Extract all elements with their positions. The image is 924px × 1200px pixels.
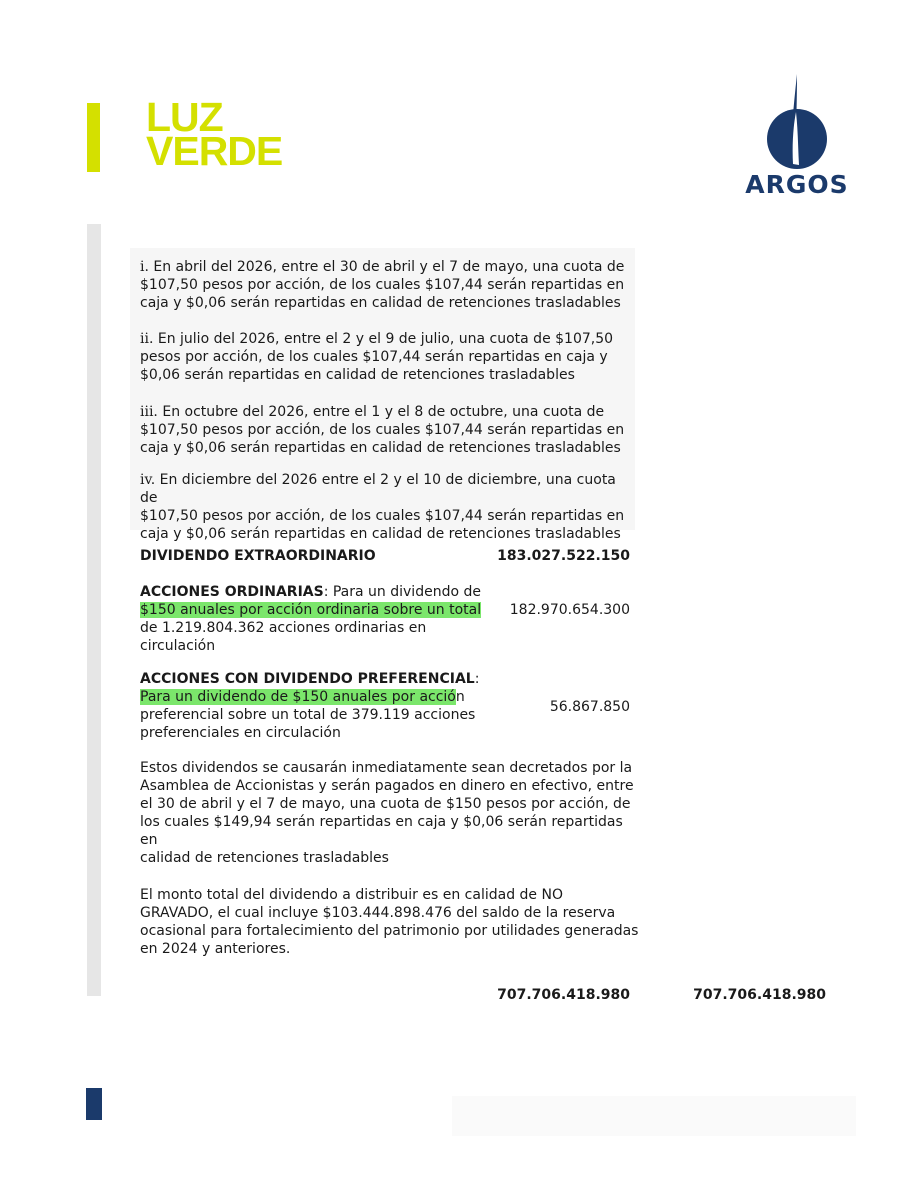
argos-wordmark: ARGOS	[745, 170, 849, 199]
preferential-shares-block	[140, 670, 500, 742]
footer-accent-bar	[86, 1088, 102, 1120]
paragraph-line: los cuales $149,94 serán repartidas en caja y $0,06 serán repartidas en	[140, 814, 623, 848]
installment-line: En abril del 2026, entre el 30 de abril y el 7 de mayo, una cuota de	[153, 259, 625, 275]
paragraph-line: el 30 de abril y el 7 de mayo, una cuota de $150 pesos por acción, de	[140, 796, 631, 812]
preferential-shares-text: n	[455, 689, 465, 705]
installment-line: En diciembre del 2026 entre el 2 y el 10 de diciembre, una cuota de	[140, 472, 616, 506]
ordinary-shares-text: circulación	[140, 638, 216, 654]
installment-marker: iii.	[140, 404, 158, 420]
installment-line: caja y $0,06 serán repartidas en calidad de retenciones trasladables	[140, 440, 621, 456]
installment-line: $0,06 serán repartidas en calidad de retenciones trasladables	[140, 367, 575, 383]
installment-1	[140, 258, 635, 312]
paragraph-line: El monto total del dividendo a distribuir es en calidad de NO	[140, 887, 563, 903]
extraordinary-dividend-amount: 183.027.522.150	[497, 548, 630, 564]
ordinary-shares-block	[140, 583, 500, 655]
paragraph-line: ocasional para fortalecimiento del patrimonio por utilidades generadas	[140, 923, 639, 939]
paragraph-line: calidad de retenciones trasladables	[140, 850, 389, 866]
installment-marker: i.	[140, 259, 149, 275]
preferential-shares-text: preferencial sobre un total de 379.119 acciones	[140, 707, 476, 723]
brand-line-1: LUZ	[146, 94, 223, 140]
footer-band	[452, 1096, 856, 1136]
installment-marker: ii.	[140, 331, 154, 347]
installment-line: pesos por acción, de los cuales $107,44 serán repartidas en caja y	[140, 349, 608, 365]
extraordinary-dividend-label: DIVIDENDO EXTRAORDINARIO	[140, 548, 376, 564]
installment-line: En julio del 2026, entre el 2 y el 9 de julio, una cuota de $107,50	[157, 331, 614, 347]
ordinary-shares-label: ACCIONES ORDINARIAS	[140, 584, 324, 600]
paragraph-line: GRAVADO, el cual incluye $103.444.898.476 del saldo de la reserva	[140, 905, 616, 921]
installment-line: $107,50 pesos por acción, de los cuales $107,44 serán repartidas en	[140, 277, 625, 293]
paragraph-line: en 2024 y anteriores.	[140, 941, 291, 957]
brand-line-2: VERDE	[146, 128, 283, 174]
paragraph-line: Asamblea de Accionistas y serán pagados en dinero en efectivo, entre	[140, 778, 634, 794]
preferential-shares-amount: 56.867.850	[549, 699, 630, 715]
side-rail	[87, 224, 101, 996]
total-note-paragraph	[140, 886, 640, 958]
total-amount-2: 707.706.418.980	[693, 987, 826, 1003]
preferential-shares-highlight: Para un dividendo de $150 anuales por acció	[140, 689, 456, 705]
preferential-shares-label: ACCIONES CON DIVIDENDO PREFERENCIAL	[140, 671, 475, 687]
ordinary-shares-highlight: $150 anuales por acción ordinaria sobre un total	[140, 602, 482, 618]
installment-line: $107,50 pesos por acción, de los cuales $107,44 serán repartidas en	[140, 422, 625, 438]
ordinary-shares-amount: 182.970.654.300	[509, 602, 630, 618]
installment-line: En octubre del 2026, entre el 1 y el 8 de octubre, una cuota de	[162, 404, 605, 420]
causation-paragraph	[140, 759, 640, 867]
installment-line: caja y $0,06 serán repartidas en calidad de retenciones trasladables	[140, 526, 621, 542]
brand-accent-bar	[87, 103, 100, 172]
installment-4	[140, 471, 635, 543]
ordinary-shares-text: de 1.219.804.362 acciones ordinarias en	[140, 620, 427, 636]
ordinary-shares-text: : Para un dividendo de	[323, 584, 481, 600]
installment-3	[140, 403, 635, 457]
total-amount-1: 707.706.418.980	[497, 987, 630, 1003]
preferential-shares-colon: :	[474, 671, 480, 687]
installment-line: $107,50 pesos por acción, de los cuales $107,44 serán repartidas en	[140, 508, 625, 524]
brand-title	[146, 94, 386, 174]
paragraph-line: Estos dividendos se causarán inmediatamente sean decretados por la	[140, 760, 633, 776]
installment-marker: iv.	[140, 472, 156, 488]
installment-line: caja y $0,06 serán repartidas en calidad de retenciones trasladables	[140, 295, 621, 311]
installment-2	[140, 330, 635, 384]
preferential-shares-text: preferenciales en circulación	[140, 725, 341, 741]
